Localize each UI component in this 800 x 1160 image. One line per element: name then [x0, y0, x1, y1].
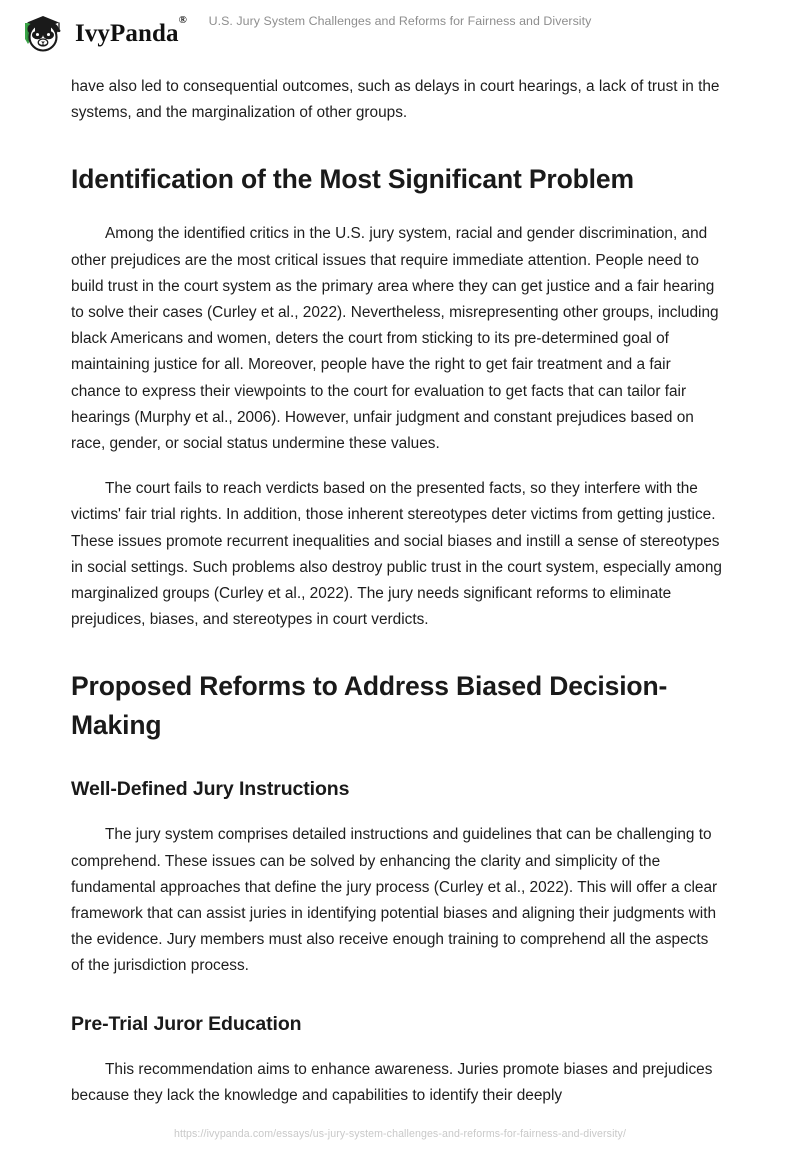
paragraph-juror-education: This recommendation aims to enhance awareness. Juries promote biases and prejudices because they lack the knowledge and capabilities to identify their deeply: [71, 1060, 713, 1104]
paragraph-significant-problem-2: The court fails to reach verdicts based on the presented facts, so they interfere with the victims' fair trial rights. In addition, those inherent stereotypes deter victims from getting justice. These issues promote recurrent inequalities and social biases and instill a sense of stereotypes in social settings. Such problems also destroy public trust in the court system, especially among marginalized groups (Curley et al., 2022). The jury needs significant reforms to eliminate prejudices, biases, and stereotypes in court verdicts.: [71, 480, 722, 629]
subheading-pre-trial-juror-education: Pre-Trial Juror Education: [71, 1012, 302, 1035]
heading-proposed-reforms-to-address-biased-decision-making: Proposed Reforms to Address Biased Decision-Making: [71, 671, 668, 741]
subheading-well-defined-jury-instructions: Well-Defined Jury Instructions: [71, 778, 350, 801]
paragraph-continued: have also led to consequential outcomes, such as delays in court hearings, a lack of trust in the systems, and the marginalization of other groups.: [71, 78, 720, 122]
trademark-symbol: ®: [178, 14, 187, 27]
source-url-link[interactable]: https://ivypanda.com/essays/us-jury-system-challenges-and-reforms-for-fairness-and-diversity/: [173, 1128, 627, 1140]
paragraph-significant-problem-1: Among the identified critics in the U.S. jury system, racial and gender discrimination, and other prejudices are the most critical issues that require immediate attention. People need to build trust in the court system as the primary area where they can get justice and a fair hearing to solve their cases (Curley et al., 2022). Nevertheless, misrepresenting other groups, including black Americans and women, deters the court from sticking to its pre-determined goal of maintaining justice for all. Moreover, people have the right to get fair treatment and a fair chance to express their viewpoints to the court for evaluation to get facts that can tailor fair hearings (Murphy et al., 2006). However, unfair judgment and constant prejudices based on race, gender, or social status undermine these values.: [71, 225, 719, 453]
document-title: U.S. Jury System Challenges and Reforms for Fairness and Diversity: [208, 14, 592, 28]
paragraph-jury-instructions: The jury system comprises detailed instructions and guidelines that can be challenging to comprehend. These issues can be solved by enhancing the clarity and simplicity of the fundamental approaches that define the jury process (Curley et al., 2022). This will offer a clear framework that can assist juries in identifying potential biases and aligning their judgments with the evidence. Jury members must also receive enough training to comprehend all the aspects of the jurisdiction process.: [71, 826, 718, 975]
brand-name-text: IvyPanda: [75, 19, 179, 47]
page-header: [0, 0, 800, 62]
document-body: [71, 74, 723, 1109]
heading-identification-of-the-most-significant-problem: Identification of the Most Significant Problem: [71, 164, 634, 195]
page-footer: [0, 1124, 800, 1142]
